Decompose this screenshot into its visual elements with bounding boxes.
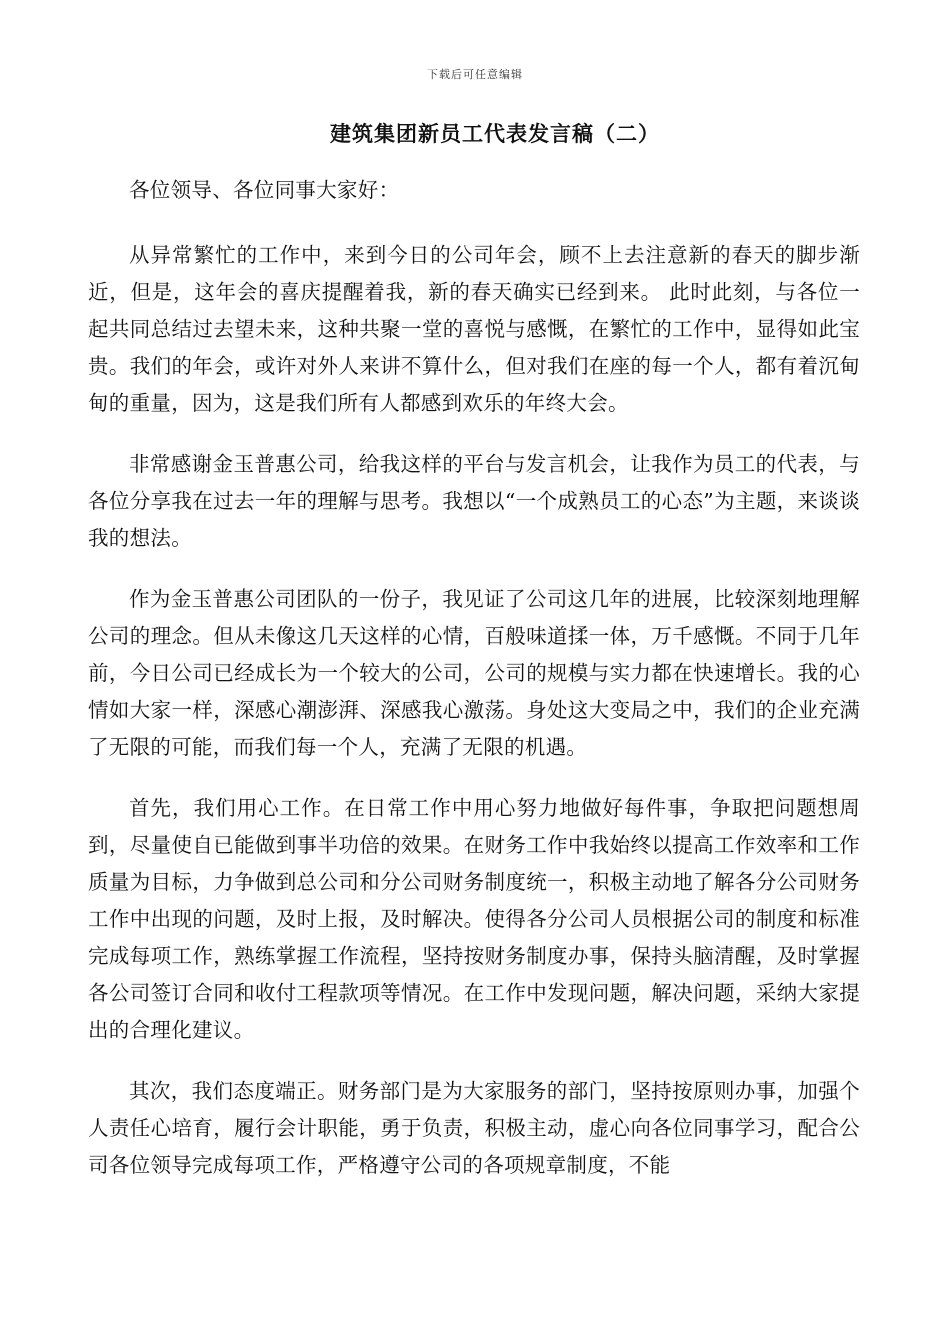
paragraph-3: 作为金玉普惠公司团队的一份子，我见证了公司这几年的进展，比较深刻地理解公司的理念。但从未像这几天这样的心情，百般味道揉一体，万千感慨。不同于几年前，今日公司已经成长为一个较大的公司，公司的规模与实力都在快速增长。我的心情如大家一样，深感心潮澎湃、深感我心激荡。身处这大变局之中，我们的企业充满了无限的可能，而我们每一个人，充满了无限的机遇。 — [88, 587, 860, 759]
header-note: 下载后可任意编辑 — [427, 68, 523, 81]
paragraph-5: 其次，我们态度端正。财务部门是为大家服务的部门，坚持按原则办事，加强个人责任心培育，履行会计职能，勇于负责，积极主动，虚心向各位同事学习，配合公司各位领导完成每项工作，严格遵守公司的各项规章制度，不能 — [88, 1079, 860, 1177]
greeting-line: 各位领导、各位同事大家好： — [129, 178, 400, 202]
document-title: 建筑集团新员工代表发言稿（二） — [330, 121, 660, 146]
document-body — [88, 172, 860, 1208]
paragraph-2: 非常感谢金玉普惠公司，给我这样的平台与发言机会，让我作为员工的代表，与各位分享我在过去一年的理解与思考。我想以“一个成熟员工的心态”为主题，来谈谈我的想法。 — [88, 452, 860, 550]
paragraph-1: 从异常繁忙的工作中，来到今日的公司年会，顾不上去注意新的春天的脚步渐近，但是，这年会的喜庆提醒着我，新的春天确实已经到来。 此时此刻，与各位一起共同总结过去望未来，这种共聚一堂的喜悦与感慨，在繁忙的工作中，显得如此宝贵。我们的年会，或许对外人来讲不算什么，但对我们在座的每一个人，都有着沉甸甸的重量，因为，这是我们所有人都感到欢乐的年终大会。 — [88, 243, 860, 415]
paragraph-4: 首先，我们用心工作。在日常工作中用心努力地做好每件事，争取把问题想周到，尽量使自已能做到事半功倍的效果。在财务工作中我始终以提高工作效率和工作质量为目标，力争做到总公司和分公司财务制度统一，积极主动地了解各分公司财务工作中出现的问题，及时上报，及时解决。使得各分公司人员根据公司的制度和标准完成每项工作，熟练掌握工作流程，坚持按财务制度办事，保持头脑清醒，及时掌握各公司签订合同和收付工程款项等情况。在工作中发现问题，解决问题，采纳大家提出的合理化建议。 — [88, 796, 860, 1042]
